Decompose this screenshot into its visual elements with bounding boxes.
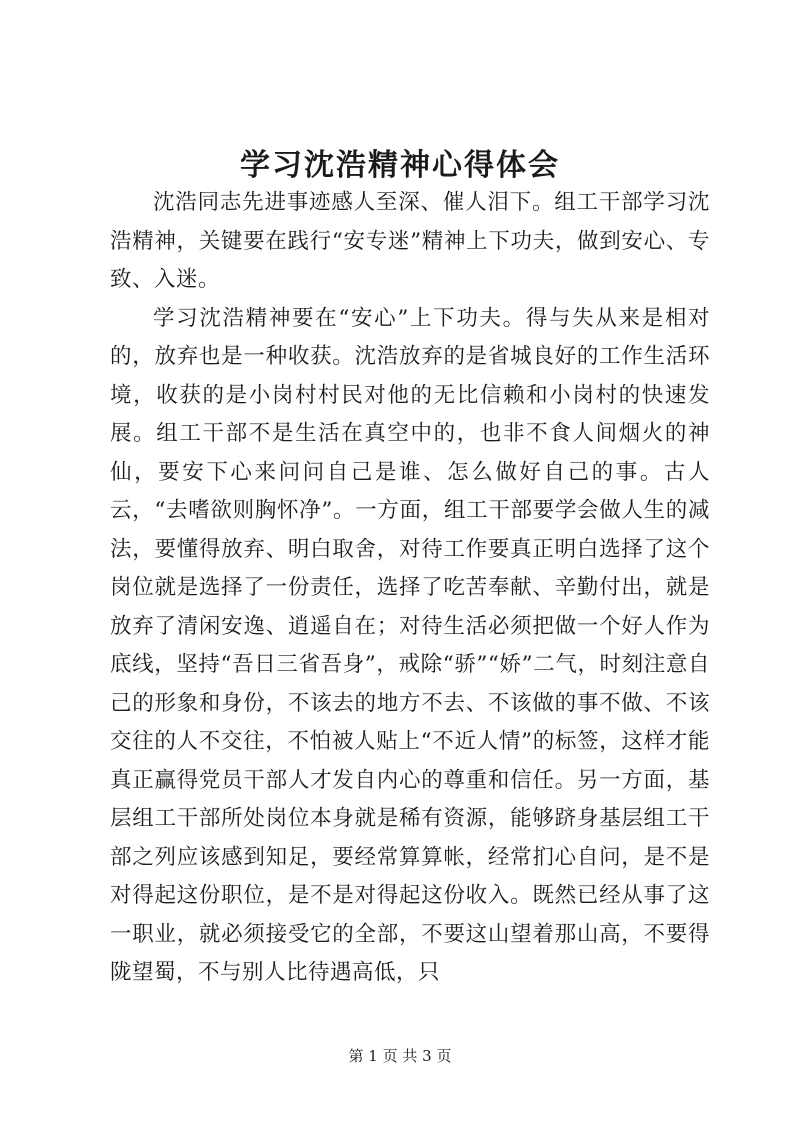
document-body — [110, 184, 710, 993]
paragraph-intro: 沈浩同志先进事迹感人至深、催人泪下。组工干部学习沈浩精神，关键要在践行“安专迷”精神上下功夫，做到安心、专致、入迷。 — [110, 190, 710, 292]
document-title: 学习沈浩精神心得体会 — [240, 148, 560, 183]
paragraph-anxin: 学习沈浩精神要在“安心”上下功夫。得与失从来是相对的，放弃也是一种收获。沈浩放弃的是省城良好的工作生活环境，收获的是小岗村村民对他的无比信赖和小岗村的快速发展。组工干部不是生活在真空中的，也非不食人间烟火的神仙，要安下心来问问自己是谁、怎么做好自己的事。古人云，“去嗜欲则胸怀净”。一方面，组工干部要学会做人生的减法，要懂得放弃、明白取舍，对待工作要真正明白选择了这个岗位就是选择了一份责任，选择了吃苦奉献、辛勤付出，就是放弃了清闲安逸、逍遥自在；对待生活必须把做一个好人作为底线，坚持“吾日三省吾身”，戒除“骄”“娇”二气，时刻注意自己的形象和身份，不该去的地方不去、不该做的事不做、不该交往的人不交往，不怕被人贴上“不近人情”的标签，这样才能真正赢得党员干部人才发自内心的尊重和信任。另一方面，基层组工干部所处岗位本身就是稀有资源，能够跻身基层组工干部之列应该感到知足，要经常算算帐，经常扪心自问，是不是对得起这份职位，是不是对得起这份收入。既然已经从事了这一职业，就必须接受它的全部，不要这山望着那山高，不要得陇望蜀，不与别人比待遇高低，只 — [110, 305, 710, 985]
page-footer: 第 1 页 共 3 页 — [348, 1047, 452, 1065]
